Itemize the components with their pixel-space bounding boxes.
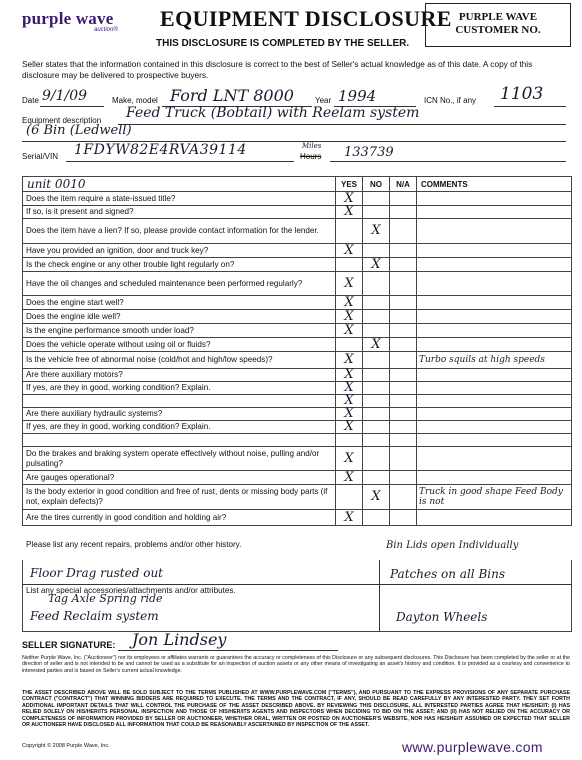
- disclaimer-paragraph-1: Neither Purple Wave, Inc. ("Auctioneer") nor its employees or affiliates warrants or guarantees the accuracy or completeness of this Disclosure or any subsequent disclosures. This Disclosure has been completed by the seller or at the direction of seller and is not intended to be and cannot be used as a substitute for an inspection of auction assets or any other means of investigating an asset's history and condition. It is provided as a courtesy and convenience to interested parties and is based on Seller's current actual knowledge.: [22, 655, 570, 674]
- yes-cell[interactable]: X: [336, 272, 363, 296]
- header-no: NO: [363, 177, 390, 192]
- table-row: [23, 296, 572, 310]
- na-cell[interactable]: [390, 192, 417, 206]
- description-value-line-2[interactable]: (6 Bin (Ledwell): [26, 123, 132, 138]
- yes-cell[interactable]: X: [336, 206, 363, 219]
- comment-cell[interactable]: Turbo squils at high speeds: [417, 352, 572, 369]
- yes-cell[interactable]: [336, 258, 363, 272]
- table-row: [23, 395, 572, 408]
- question-cell: Does the vehicle operate without using oil or fluids?: [23, 338, 336, 352]
- yes-cell[interactable]: X: [336, 471, 363, 485]
- comment-cell[interactable]: [417, 510, 572, 526]
- na-cell[interactable]: [390, 206, 417, 219]
- unit-note-header: [23, 177, 336, 192]
- na-cell[interactable]: [390, 471, 417, 485]
- accessories-handwriting-2[interactable]: Feed Reclaim system: [30, 609, 159, 623]
- accessories-handwriting-1[interactable]: Tag Axle Spring ride: [48, 592, 163, 605]
- year-value[interactable]: 1994: [338, 87, 377, 105]
- customer-box-line-1: PURPLE WAVE: [458, 11, 538, 23]
- no-cell[interactable]: X: [363, 258, 390, 272]
- comment-cell[interactable]: [417, 447, 572, 471]
- no-cell[interactable]: [363, 510, 390, 526]
- yes-cell[interactable]: X: [336, 510, 363, 526]
- na-cell[interactable]: [390, 434, 417, 447]
- no-cell[interactable]: [363, 395, 390, 408]
- no-cell[interactable]: [363, 447, 390, 471]
- na-cell[interactable]: [390, 421, 417, 434]
- yes-cell[interactable]: [336, 485, 363, 510]
- yes-cell[interactable]: X: [336, 324, 363, 338]
- table-row: [23, 272, 572, 296]
- question-cell: Are there auxiliary hydraulic systems?: [23, 408, 336, 421]
- yes-cell[interactable]: X: [336, 447, 363, 471]
- comment-cell[interactable]: [417, 369, 572, 382]
- comment-cell[interactable]: [417, 471, 572, 485]
- question-cell: If yes, are they in good, working condition? Explain.: [23, 382, 336, 395]
- table-row: [23, 258, 572, 272]
- yes-cell[interactable]: X: [336, 369, 363, 382]
- yes-cell[interactable]: X: [336, 421, 363, 434]
- na-cell[interactable]: [390, 244, 417, 258]
- table-row: [23, 421, 572, 434]
- vin-value[interactable]: 1FDYW82E4RVA39114: [74, 142, 247, 158]
- no-cell[interactable]: [363, 296, 390, 310]
- no-cell[interactable]: [363, 408, 390, 421]
- disclosure-table: [22, 176, 572, 526]
- accessories-comment[interactable]: Dayton Wheels: [396, 610, 488, 624]
- yes-cell[interactable]: [336, 219, 363, 244]
- question-cell: Have the oil changes and scheduled maintenance been performed regularly?: [23, 272, 336, 296]
- icn-value[interactable]: 1103: [500, 84, 544, 104]
- question-cell: [23, 434, 336, 447]
- date-label: Date: [22, 96, 39, 105]
- table-row: [23, 485, 572, 510]
- question-cell: Does the engine idle well?: [23, 310, 336, 324]
- intro-text: Seller states that the information contained in this disclosure is correct to the best of Seller's actual knowledge as of this date. A copy of this disclosure may be delivered to prospective buyers.: [22, 59, 533, 80]
- comment-cell[interactable]: [417, 206, 572, 219]
- website-url[interactable]: www.purplewave.com: [402, 739, 543, 755]
- na-cell[interactable]: [390, 510, 417, 526]
- disclosure-table-body: [23, 192, 572, 526]
- comment-cell[interactable]: [417, 192, 572, 206]
- no-cell[interactable]: [363, 421, 390, 434]
- logo: purple wave: [22, 9, 114, 28]
- comment-cell[interactable]: [417, 338, 572, 352]
- yes-cell[interactable]: X: [336, 296, 363, 310]
- yes-cell[interactable]: X: [336, 395, 363, 408]
- logo-subtitle: auction®: [94, 27, 118, 33]
- no-cell[interactable]: [363, 352, 390, 369]
- question-cell: Does the item require a state-issued title?: [23, 192, 336, 206]
- comment-cell[interactable]: [417, 272, 572, 296]
- no-cell[interactable]: X: [363, 485, 390, 510]
- no-cell[interactable]: [363, 369, 390, 382]
- comment-cell[interactable]: [417, 310, 572, 324]
- table-row: [23, 338, 572, 352]
- signature-label: SELLER SIGNATURE:: [22, 640, 116, 650]
- question-cell: Are there auxiliary motors?: [23, 369, 336, 382]
- question-cell: Do the brakes and braking system operate effectively without noise, pulling and/or pulsating?: [23, 447, 336, 471]
- na-cell[interactable]: [390, 324, 417, 338]
- comment-cell[interactable]: [417, 395, 572, 408]
- repairs-handwriting[interactable]: Floor Drag rusted out: [30, 566, 163, 580]
- yes-cell[interactable]: X: [336, 408, 363, 421]
- icn-label: ICN No., if any: [424, 96, 477, 105]
- repairs-label: Please list any recent repairs, problems and/or other history.: [26, 540, 242, 549]
- miles-value[interactable]: 133739: [344, 145, 394, 160]
- customer-box-line-2: CUSTOMER NO.: [455, 24, 541, 36]
- na-cell[interactable]: [390, 310, 417, 324]
- seller-signature[interactable]: Jon Lindsey: [132, 630, 227, 649]
- question-cell: Is the check engine or any other trouble light regularly on?: [23, 258, 336, 272]
- comment-cell[interactable]: [417, 408, 572, 421]
- no-cell[interactable]: [363, 272, 390, 296]
- question-cell: Does the item have a lien? If so, please provide contact information for the lender.: [23, 219, 336, 244]
- header-yes: YES: [336, 177, 363, 192]
- comment-cell[interactable]: Truck in good shape Feed Body is not: [417, 485, 572, 510]
- table-row: [23, 206, 572, 219]
- no-cell[interactable]: [363, 471, 390, 485]
- table-row: [23, 244, 572, 258]
- yes-cell[interactable]: [336, 434, 363, 447]
- customer-number-box: [425, 3, 571, 47]
- no-cell[interactable]: X: [363, 219, 390, 244]
- miles-label: Miles: [302, 142, 322, 150]
- na-cell[interactable]: [390, 272, 417, 296]
- comment-cell[interactable]: [417, 324, 572, 338]
- page-subtitle: THIS DISCLOSURE IS COMPLETED BY THE SELLER.: [156, 38, 410, 49]
- make-label: Make, model: [112, 96, 158, 105]
- table-row: [23, 510, 572, 526]
- description-label: Equipment description: [22, 116, 102, 125]
- page-title: EQUIPMENT DISCLOSURE: [160, 6, 452, 31]
- header-na: N/A: [390, 177, 417, 192]
- date-value[interactable]: 9/1/09: [42, 88, 88, 104]
- question-cell: Is the engine performance smooth under load?: [23, 324, 336, 338]
- table-row: [23, 352, 572, 369]
- no-cell[interactable]: [363, 382, 390, 395]
- no-cell[interactable]: X: [363, 338, 390, 352]
- question-cell: Is the vehicle free of abnormal noise (cold/hot and high/low speeds)?: [23, 352, 336, 369]
- table-row: [23, 382, 572, 395]
- na-cell[interactable]: [390, 258, 417, 272]
- comment-cell[interactable]: [417, 434, 572, 447]
- repairs-comment-2[interactable]: Patches on all Bins: [390, 567, 505, 581]
- question-cell: If so, is it present and signed?: [23, 206, 336, 219]
- question-cell: Is the body exterior in good condition and free of rust, dents or missing body parts (if not, explain defects)?: [23, 485, 336, 510]
- no-cell[interactable]: [363, 324, 390, 338]
- table-row: [23, 219, 572, 244]
- accessories-label: List any special accessories/attachments and/or attributes.: [26, 586, 236, 595]
- yes-cell[interactable]: X: [336, 382, 363, 395]
- table-row: [23, 408, 572, 421]
- question-cell: Are the tires currently in good condition and holding air?: [23, 510, 336, 526]
- comment-cell[interactable]: [417, 219, 572, 244]
- no-cell[interactable]: [363, 244, 390, 258]
- na-cell[interactable]: [390, 352, 417, 369]
- table-row: [23, 471, 572, 485]
- table-row: [23, 192, 572, 206]
- yes-cell[interactable]: [336, 338, 363, 352]
- na-cell[interactable]: [390, 395, 417, 408]
- comment-cell[interactable]: [417, 258, 572, 272]
- yes-cell[interactable]: X: [336, 244, 363, 258]
- comment-cell[interactable]: [417, 421, 572, 434]
- hours-label: Hours: [300, 152, 322, 161]
- table-row: [23, 324, 572, 338]
- question-cell: [23, 395, 336, 408]
- na-cell[interactable]: [390, 219, 417, 244]
- na-cell[interactable]: [390, 296, 417, 310]
- yes-cell[interactable]: X: [336, 192, 363, 206]
- question-cell: If yes, are they in good, working condition? Explain.: [23, 421, 336, 434]
- comment-cell[interactable]: [417, 296, 572, 310]
- na-cell[interactable]: [390, 408, 417, 421]
- description-value[interactable]: Feed Truck (Bobtail) with Reelam system: [126, 105, 420, 121]
- comment-cell[interactable]: [417, 382, 572, 395]
- repairs-comment-1[interactable]: Bin Lids open Individually: [386, 540, 519, 551]
- question-cell: Are gauges operational?: [23, 471, 336, 485]
- na-cell[interactable]: [390, 447, 417, 471]
- table-row: [23, 447, 572, 471]
- unit-note: unit 0010: [27, 177, 86, 191]
- yes-cell[interactable]: X: [336, 352, 363, 369]
- no-cell[interactable]: [363, 434, 390, 447]
- na-cell[interactable]: [390, 382, 417, 395]
- na-cell[interactable]: [390, 485, 417, 510]
- header-comments: COMMENTS: [417, 177, 572, 192]
- table-row: [23, 369, 572, 382]
- na-cell[interactable]: [390, 338, 417, 352]
- copyright: Copyright © 2008 Purple Wave, Inc.: [22, 743, 110, 749]
- year-label: Year: [315, 96, 332, 105]
- table-row: [23, 434, 572, 447]
- vin-label: Serial/VIN: [22, 152, 59, 161]
- na-cell[interactable]: [390, 369, 417, 382]
- question-cell: Does the engine start well?: [23, 296, 336, 310]
- no-cell[interactable]: [363, 206, 390, 219]
- comment-cell[interactable]: [417, 244, 572, 258]
- no-cell[interactable]: [363, 192, 390, 206]
- table-row: [23, 310, 572, 324]
- disclaimer-paragraph-2: THE ASSET DESCRIBED ABOVE WILL BE SOLD SUBJECT TO THE TERMS PUBLISHED AT WWW.PURPLEWAVE.COM ("TERMS"), AND PURSUANT TO THE EXPRESS PROVISIONS OF ANY SEPARATE PURCHASE CONTRACT ("CONTRACT") THAT WINNING BIDDERS ARE REQUIRED TO EXECUTE. THE TERMS AND THE CONTRACT, IF ANY, SHOULD BE READ CAREFULLY BY ANY INTERESTED PARTY. THEY SET FORTH ADDITIONAL IMPORTANT DETAILS THAT WILL CONTROL THE PURCHASE OF THE ASSET DESCRIBED ABOVE. BY REVIEWING THIS DISCLOSURE, ALL INTERESTED PARTIES AGREE THAT HE/SHE/IT: (I) HAS RELIED SOLELY ON HIS/HER/ITS PERSONAL INSPECTION AND THOSE OF HIS/HER/ITS AGENTS AND INSPECTORS WHEN DECIDING TO BID ON THE ASSET; AND (II) HAS NOT RELIED ON THE ACCURACY OR COMPLETENESS OF INFORMATION PROVIDED BY SELLER OR AUCTIONEER, WHETHER ORAL, WRITTEN OR POSTED ON AUCTIONEER'S WEBSITE, NOR HAS HE/SHE/IT ASSUMED OR EXPECTED THAT SELLER OR AUCTIONEER HAVE DISCLOSED ALL INFORMATION THAT COULD BE REASONABLY ASCERTAINED BY INSPECTION OF THE ASSET.: [22, 690, 570, 729]
- question-cell: Have you provided an ignition, door and truck key?: [23, 244, 336, 258]
- yes-cell[interactable]: X: [336, 310, 363, 324]
- make-value[interactable]: Ford LNT 8000: [170, 86, 294, 105]
- no-cell[interactable]: [363, 310, 390, 324]
